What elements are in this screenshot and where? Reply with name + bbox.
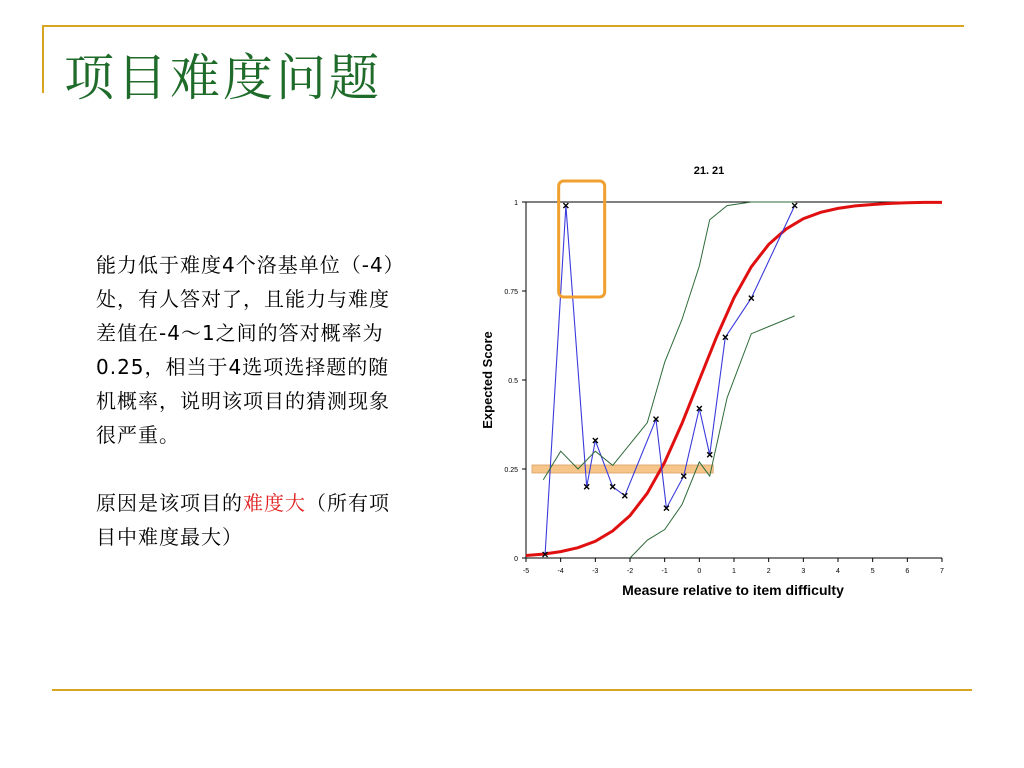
x-tick-label: 1 [732,568,736,575]
top-rule [42,25,964,27]
paragraph-1: 能力低于难度4个洛基单位（-4）处，有人答对了，且能力与难度差值在-4～1之间的答对概率为0.25，相当于4选项选择题的随机概率，说明该项目的猜测现象很严重。 [96,253,395,447]
x-tick-label: 2 [766,568,771,575]
y-axis-label: Expected Score [480,331,495,429]
item-characteristic-chart [470,155,960,615]
empirical-point-marker [749,296,754,301]
x-tick-label: 5 [870,568,875,575]
x-tick-label: -2 [626,568,634,575]
x-axis-label: Measure relative to item difficulty [622,582,844,598]
x-tick-label: -1 [661,568,668,575]
chart-title: 21. 21 [693,165,725,177]
body-text [96,248,396,554]
paragraph-2-highlight: 难度大 [243,491,306,515]
empirical-point-marker [622,493,627,498]
x-tick-label: -5 [522,568,530,575]
upper-confidence-line [543,202,794,480]
x-tick-label: 4 [836,568,840,575]
empirical-point-marker [792,203,797,208]
outlier-highlight-box [559,181,605,297]
bottom-rule [52,689,972,691]
y-tick-label: 0.75 [504,289,518,296]
paragraph-2-prefix: 原因是该项目的 [96,491,243,515]
y-tick-label: 0.25 [504,467,518,474]
y-tick-label: 1 [514,200,518,207]
left-rule [42,25,44,93]
x-tick-label: 3 [801,568,806,575]
y-tick-label: 0 [514,556,518,563]
plot-area [504,181,944,575]
x-tick-label: 7 [940,568,944,575]
x-tick-label: -3 [592,568,599,575]
x-tick-label: 6 [905,568,910,575]
y-tick-label: 0.5 [508,378,518,385]
paragraph-2 [96,486,396,554]
paragraph-2-suffix: （所有项目中难度最大） [96,491,390,549]
x-tick-label: -4 [557,568,564,575]
x-tick-label: 0 [697,568,702,575]
empirical-point-marker [610,484,615,489]
slide-title: 项目难度问题 [64,49,382,107]
